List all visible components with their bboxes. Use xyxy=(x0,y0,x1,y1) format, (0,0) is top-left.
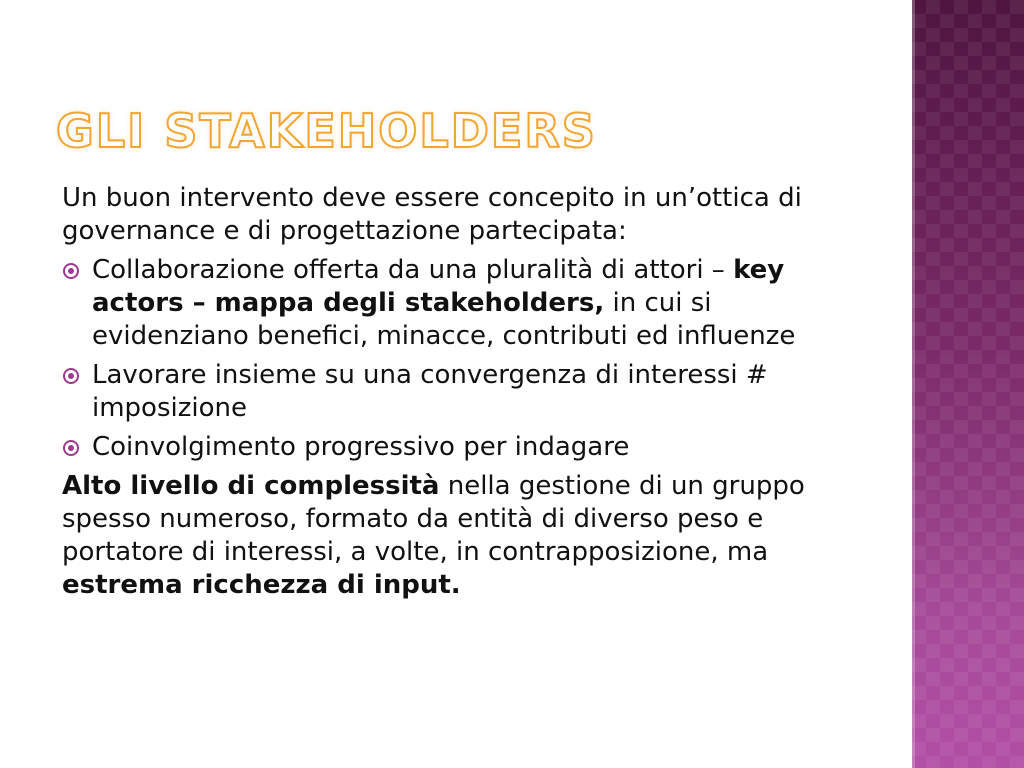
bullet-item-coinvolgimento xyxy=(62,431,862,464)
slide-title: GLI STAKEHOLDERS xyxy=(56,104,597,158)
bullet-item-stakeholders xyxy=(62,254,862,353)
closing-paragraph xyxy=(62,470,862,602)
bullet-bold-text: key actors – mappa degli stakeholders, xyxy=(92,255,785,318)
closing-middle-text: nella gestione di un gruppo spesso numeroso, formato da entità di diverso peso e portatore di interessi, a volte, in contrapposizione, ma xyxy=(62,471,805,567)
bullet-list xyxy=(62,254,862,464)
circle-dot-bullet-icon xyxy=(63,440,79,456)
circle-dot-bullet-icon xyxy=(63,263,79,279)
bullet-item-interessi xyxy=(62,359,862,425)
closing-bold-end: estrema ricchezza di input. xyxy=(62,570,461,600)
circle-dot-bullet-icon xyxy=(63,368,79,384)
bullet-text-before: Collaborazione offerta da una pluralità di attori – xyxy=(92,255,734,285)
bullet-text: Coinvolgimento progressivo per indagare xyxy=(92,432,630,462)
bullet-text-after: in cui si evidenziano benefici, minacce, contributi ed influenze xyxy=(92,288,796,351)
slide-body xyxy=(62,182,862,608)
bullet-text: Lavorare insieme su una convergenza di interessi # imposizione xyxy=(92,360,768,423)
decorative-side-band xyxy=(912,0,1024,768)
intro-paragraph: Un buon intervento deve essere concepito in un’ottica di governance e di progettazione partecipata: xyxy=(62,183,802,246)
closing-bold-start: Alto livello di complessità xyxy=(62,471,440,501)
